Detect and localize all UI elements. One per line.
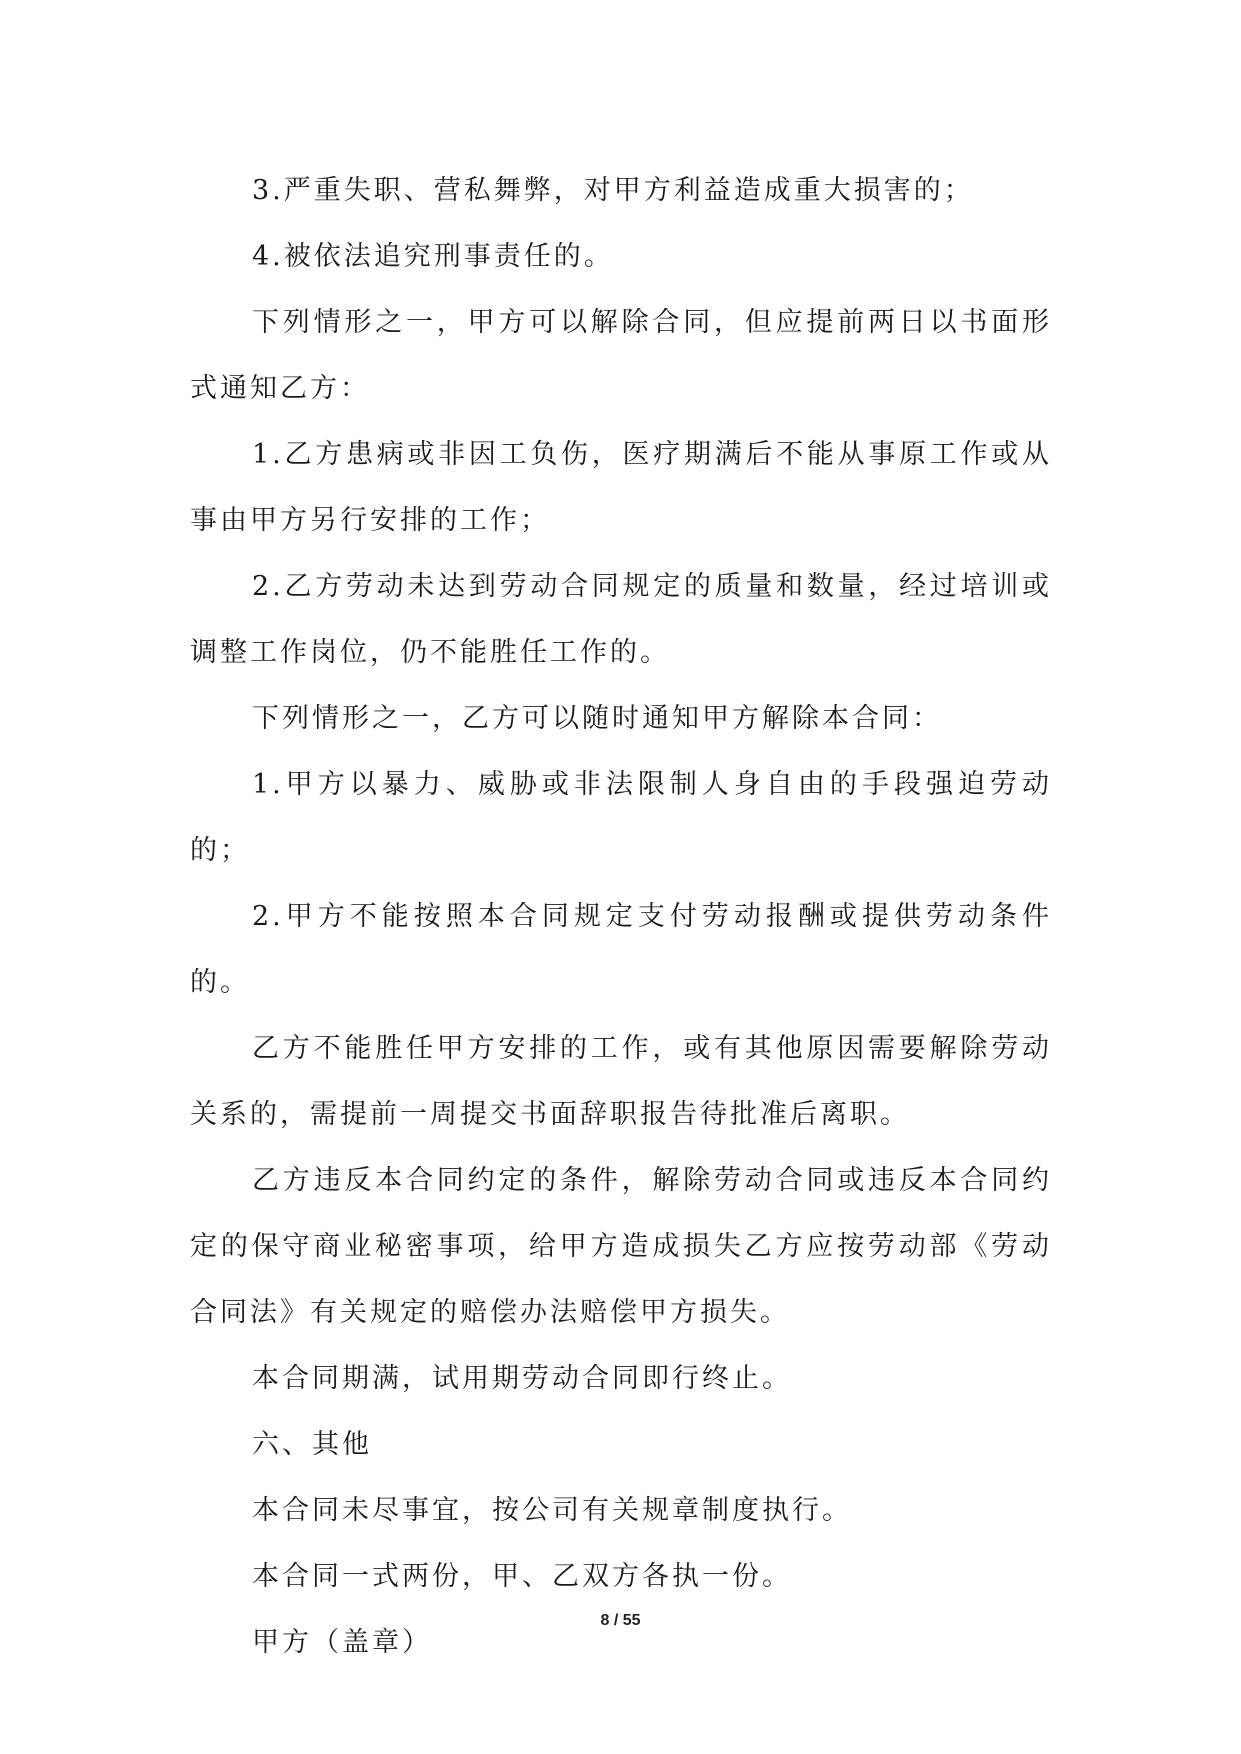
paragraph-incompetence-clause: 2.乙方劳动未达到劳动合同规定的质量和数量，经过培训或调整工作岗位，仍不能胜任工作的。 [190,571,1052,668]
paragraph-clause-3: 3.严重失职、营私舞弊，对甲方利益造成重大损害的； [252,175,974,206]
paragraph-contract-expiry: 本合同期满，试用期劳动合同即行终止。 [252,1363,792,1394]
paragraph-clause-4: 4.被依法追究刑事责任的。 [252,241,614,272]
paragraph-employee-termination: 下列情形之一，乙方可以随时通知甲方解除本合同： [252,703,942,734]
paragraph-forced-labor-clause: 1.甲方以暴力、威胁或非法限制人身自由的手段强迫劳动的； [190,769,1052,866]
paragraph-compensation: 乙方违反本合同约定的条件，解除劳动合同或违反本合同约定的保守商业秘密事项，给甲方造成损失乙方应按劳动部《劳动合同法》有关规定的赔偿办法赔偿甲方损失。 [190,1165,1052,1328]
page-number: 8 / 55 [600,1612,641,1629]
paragraph-copies: 本合同一式两份，甲、乙双方各执一份。 [252,1561,792,1592]
paragraph-payment-clause: 2.甲方不能按照本合同规定支付劳动报酬或提供劳动条件的。 [190,901,1052,998]
signature-party-a: 甲方（盖章） [252,1627,432,1658]
section-heading-other: 六、其他 [252,1429,372,1460]
paragraph-unmentioned-matters: 本合同未尽事宜，按公司有关规章制度执行。 [252,1495,852,1526]
paragraph-resignation: 乙方不能胜任甲方安排的工作，或有其他原因需要解除劳动关系的，需提前一周提交书面辞职报告待批准后离职。 [190,1033,1052,1130]
paragraph-employer-termination-notice: 下列情形之一，甲方可以解除合同，但应提前两日以书面形式通知乙方： [190,307,1052,404]
paragraph-illness-clause: 1.乙方患病或非因工负伤，医疗期满后不能从事原工作或从事由甲方另行安排的工作； [190,439,1052,536]
contract-body [190,158,1052,1676]
